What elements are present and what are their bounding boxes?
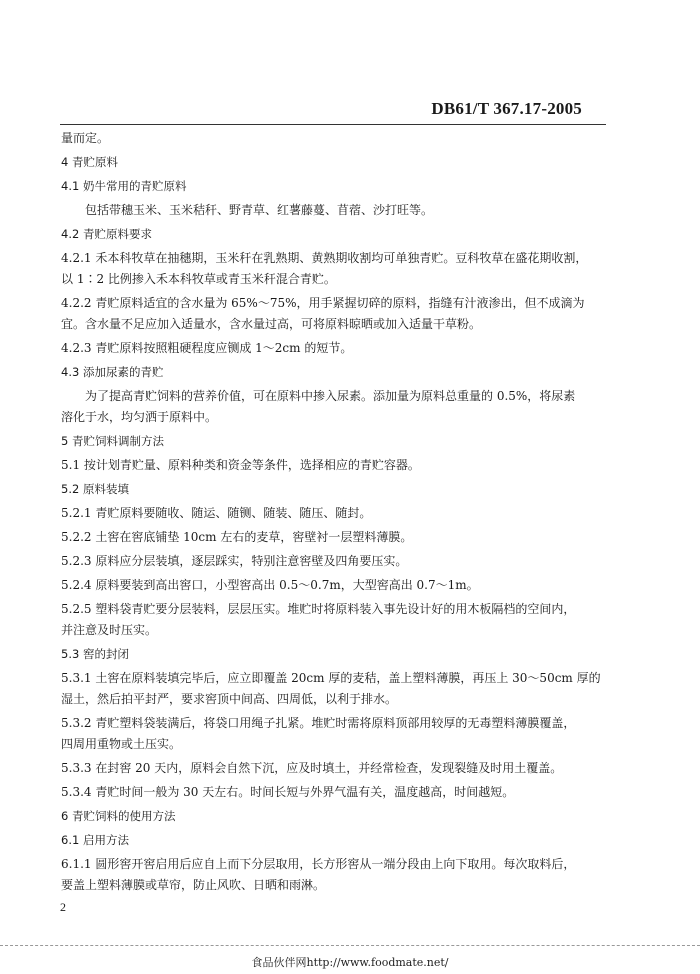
footer-watermark: 食品伙伴网http://www.foodmate.net/ xyxy=(251,956,449,969)
header-rule xyxy=(60,124,606,125)
clause-4-2-3: 4.2.3 青贮原料按照粗硬程度应铡成 1～2cm 的短节。 xyxy=(61,341,353,355)
clause-4-2-1: 4.2.1 禾本科牧草在抽穗期，玉米秆在乳熟期、黄熟期收割均可单独青贮。豆科牧草在盛花期收割， xyxy=(61,251,588,265)
clause-6-1-1: 6.1.1 圆形窖开窖启用后应自上而下分层取用，长方形窖从一端分段由上向下取用。每次取料后， xyxy=(61,857,576,871)
section-heading-4: 4 青贮原料 xyxy=(61,155,118,169)
section-heading-5: 5 青贮饲料调制方法 xyxy=(61,434,164,448)
clause-4-2-1-cont: 以 1∶2 比例掺入禾本科牧草或青玉米秆混合青贮。 xyxy=(61,272,336,286)
clause-5-2-1: 5.2.1 青贮原料要随收、随运、随铡、随装、随压、随封。 xyxy=(61,506,372,520)
paragraph-4-3-cont: 溶化于水，均匀洒于原料中。 xyxy=(61,410,218,424)
section-heading-6: 6 青贮饲料的使用方法 xyxy=(61,809,176,823)
paragraph-4-1: 包括带穗玉米、玉米秸秆、野青草、红薯藤蔓、苜蓿、沙打旺等。 xyxy=(85,203,434,217)
subsection-heading-4-2: 4.2 青贮原料要求 xyxy=(61,227,152,241)
clause-5-3-1: 5.3.1 土窖在原料装填完毕后，应立即覆盖 20cm 厚的麦秸，盖上塑料薄膜，再压上 30～50cm 厚的 xyxy=(61,671,601,685)
clause-5-2-3: 5.2.3 原料应分层装填，逐层踩实，特别注意窖壁及四角要压实。 xyxy=(61,554,408,568)
subsection-heading-5-2: 5.2 原料装填 xyxy=(61,482,129,496)
clause-5-2-4: 5.2.4 原料要装到高出窖口，小型窖高出 0.5～0.7m，大型窖高出 0.7～1m。 xyxy=(61,578,479,592)
clause-5-2-5: 5.2.5 塑料袋青贮要分层装料，层层压实。堆贮时将原料装入事先设计好的用木板隔档的空间内， xyxy=(61,602,576,616)
clause-5-3-3: 5.3.3 在封窖 20 天内，原料会自然下沉，应及时填土，并经常检查，发现裂缝及时用土覆盖。 xyxy=(61,761,563,775)
footer-divider xyxy=(0,945,700,946)
clause-5-1: 5.1 按计划青贮量、原料种类和资金等条件，选择相应的青贮容器。 xyxy=(61,458,420,472)
clause-5-2-2: 5.2.2 土窖在窖底铺垫 10cm 左右的麦草，窖壁衬一层塑料薄膜。 xyxy=(61,530,413,544)
clause-4-2-2: 4.2.2 青贮原料适宜的含水量为 65%～75%，用手紧握切碎的原料，指缝有汁液渗出，但不成滴为 xyxy=(61,296,585,310)
document-body xyxy=(61,128,606,896)
clause-5-3-2-cont: 四周用重物或土压实。 xyxy=(61,737,182,751)
body-line-continuation: 量而定。 xyxy=(61,131,110,145)
clause-5-2-5-cont: 并注意及时压实。 xyxy=(61,623,158,637)
clause-5-3-1-cont: 湿土，然后拍平封严，要求窖顶中间高、四周低，以利于排水。 xyxy=(61,692,398,706)
subsection-heading-6-1: 6.1 启用方法 xyxy=(61,833,129,847)
page-number: 2 xyxy=(60,900,66,914)
subsection-heading-4-1: 4.1 奶牛常用的青贮原料 xyxy=(61,179,187,193)
clause-5-3-4: 5.3.4 青贮时间一般为 30 天左右。时间长短与外界气温有关，温度越高，时间越短。 xyxy=(61,785,515,799)
clause-4-2-2-cont: 宜。含水量不足应加入适量水，含水量过高，可将原料晾晒或加入适量干草粉。 xyxy=(61,317,482,331)
clause-6-1-1-cont: 要盖上塑料薄膜或草帘，防止风吹、日晒和雨淋。 xyxy=(61,878,326,892)
paragraph-4-3: 为了提高青贮饲料的营养价值，可在原料中掺入尿素。添加量为原料总重量的 0.5%，将尿素 xyxy=(85,389,576,403)
document-code: DB61/T 367.17-2005 xyxy=(431,99,582,118)
subsection-heading-5-3: 5.3 窖的封闭 xyxy=(61,647,129,661)
clause-5-3-2: 5.3.2 青贮塑料袋装满后，将袋口用绳子扎紧。堆贮时需将原料顶部用较厚的无毒塑料薄膜覆盖， xyxy=(61,716,576,730)
subsection-heading-4-3: 4.3 添加尿素的青贮 xyxy=(61,365,164,379)
